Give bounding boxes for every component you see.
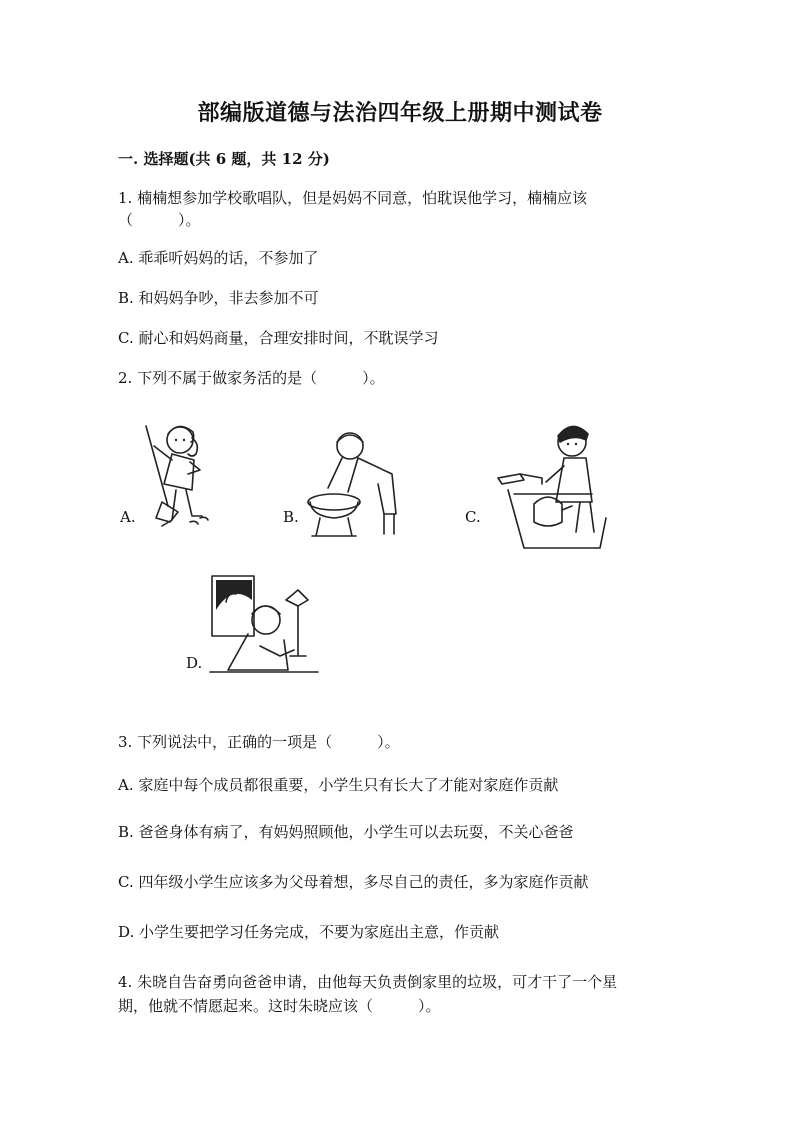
q2-option-a-label: A. [120,508,136,526]
boy-studying-illustration [208,572,320,684]
q1-option-a: A. 乖乖听妈妈的话，不参加了 [118,249,319,267]
q3-stem: 3. 下列说法中，正确的一项是（ ）。 [118,733,400,751]
q2-option-d-label: D. [186,654,203,672]
q1-option-b: B. 和妈妈争吵，非去参加不可 [118,289,319,307]
q3-option-d: D. 小学生要把学习任务完成，不要为家庭出主意，作贡献 [118,923,500,941]
q2-option-c-label: C. [465,508,481,526]
q1-stem-line2: （ ）。 [118,211,201,229]
q2-option-b-label: B. [283,508,299,526]
q1-stem-line1: 1. 楠楠想参加学校歌唱队，但是妈妈不同意，怕耽误他学习，楠楠应该 [118,189,588,207]
boy-washing-kettle-illustration [494,420,609,540]
section-heading: 一. 选择题(共 6 题，共 12 分) [118,150,330,168]
page-title: 部编版道德与法治四年级上册期中测试卷 [197,100,603,126]
q3-option-a: A. 家庭中每个成员都很重要，小学生只有长大了才能对家庭作贡献 [118,776,559,794]
girl-sweeping-illustration [132,418,222,538]
boy-washing-illustration [302,430,402,540]
q1-option-c: C. 耐心和妈妈商量，合理安排时间，不耽误学习 [118,329,439,347]
q2-stem: 2. 下列不属于做家务活的是（ ）。 [118,369,385,387]
q4-stem-line1: 4. 朱晓自告奋勇向爸爸申请，由他每天负责倒家里的垃圾，可才干了一个星 [118,973,618,991]
q4-stem-line2: 期，他就不情愿起来。这时朱晓应该（ ）。 [118,997,441,1015]
q3-option-b: B. 爸爸身体有病了，有妈妈照顾他，小学生可以去玩耍，不关心爸爸 [118,823,574,841]
q3-option-c: C. 四年级小学生应该多为父母着想，多尽自己的责任，多为家庭作贡献 [118,873,589,891]
